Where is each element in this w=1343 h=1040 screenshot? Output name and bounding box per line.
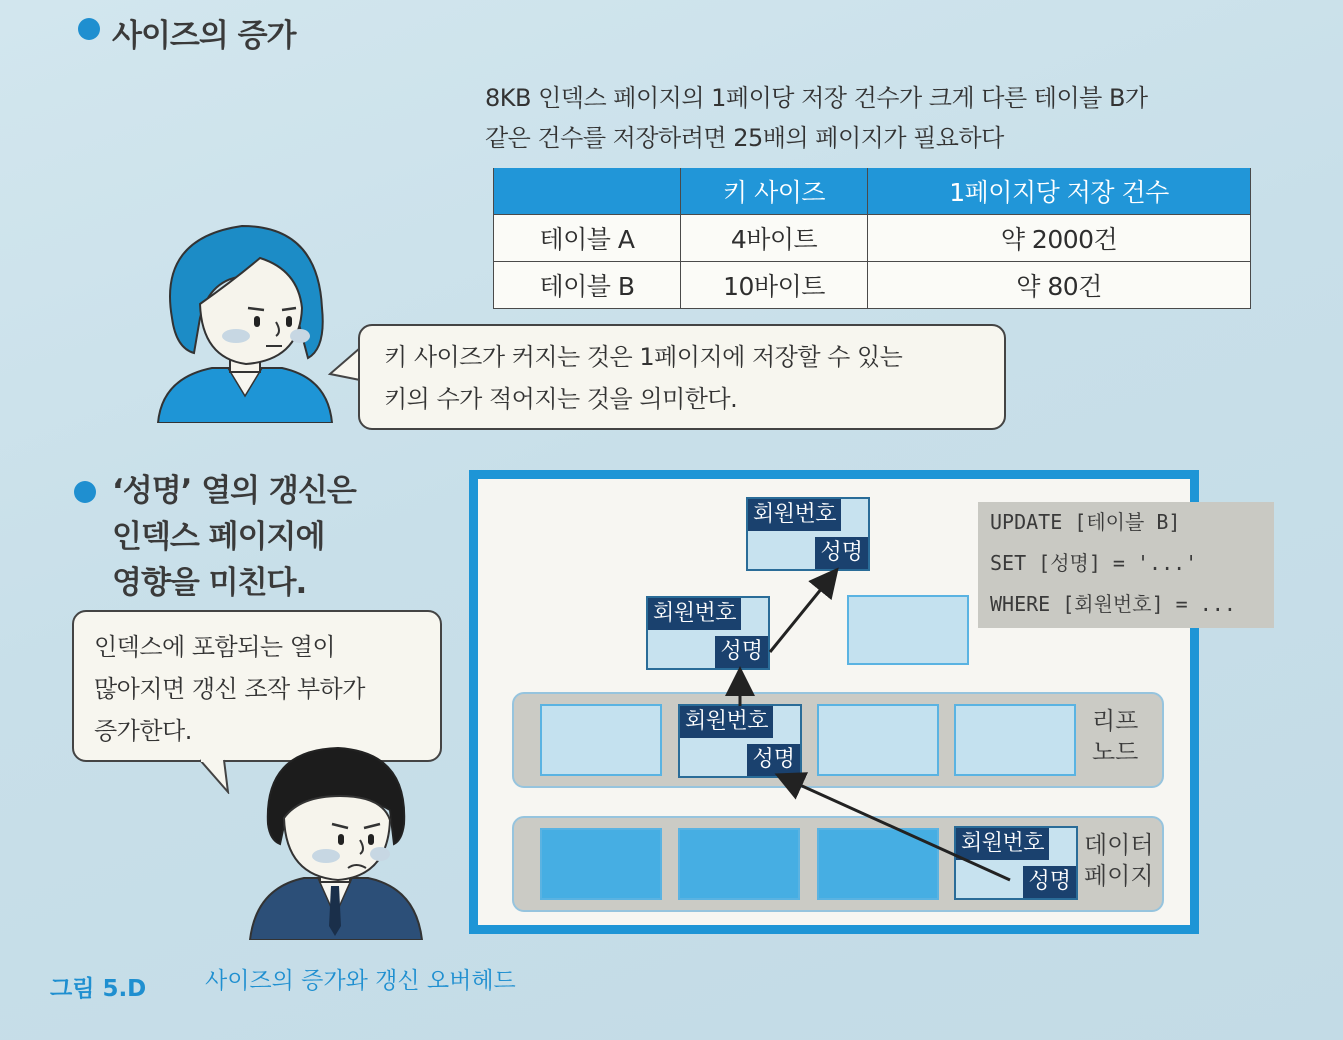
- sql-line-2: SET [성명] = '...': [990, 551, 1198, 575]
- data-page-label-line-2: 페이지: [1084, 862, 1154, 890]
- section2-title-line-1: ‘성명’ 열의 갱신은: [112, 473, 356, 509]
- section1-title: 사이즈의 증가: [112, 18, 296, 54]
- data-page-label-line-1: 데이터: [1084, 831, 1154, 859]
- branch-key-name: 성명: [715, 636, 768, 668]
- table-cell: 10바이트: [681, 262, 868, 309]
- arrow-data-to-leaf: [780, 776, 1010, 880]
- branch-key-member-id: 회원번호: [648, 598, 741, 630]
- bubble-2-line-1: 인덱스에 포함되는 열이: [94, 633, 336, 661]
- root-key-name: 성명: [815, 537, 868, 569]
- table-cell: 약 2000건: [868, 215, 1251, 262]
- root-key-member-id: 회원번호: [748, 499, 841, 531]
- leaf-node-label-line-2: 노드: [1092, 738, 1139, 766]
- table-cell: 테이블 B: [494, 262, 681, 309]
- bubble-1-line-2: 키의 수가 적어지는 것을 의미한다.: [384, 385, 738, 413]
- intro-line-1: 8KB 인덱스 페이지의 1페이당 저장 건수가 크게 다른 테이블 B가: [485, 84, 1148, 112]
- figure-caption: 사이즈의 증가와 갱신 오버헤드: [205, 968, 516, 994]
- intro-line-2: 같은 건수를 저장하려면 25배의 페이지가 필요하다: [485, 124, 1004, 152]
- section2-title-line-3: 영향을 미친다.: [112, 565, 307, 601]
- table-cell: 테이블 A: [494, 215, 681, 262]
- table-header-records-per-page: 1페이지당 저장 건수: [868, 168, 1251, 215]
- sql-line-3: WHERE [회원번호] = ...: [990, 592, 1236, 616]
- data-key-name: 성명: [1023, 866, 1076, 898]
- table-cell: 약 80건: [868, 262, 1251, 309]
- table-cell: 4바이트: [681, 215, 868, 262]
- leaf-node-label-line-1: 리프: [1092, 707, 1139, 735]
- bubble-2-line-3: 증가한다.: [94, 717, 192, 745]
- leaf-key-member-id: 회원번호: [680, 706, 773, 738]
- data-key-member-id: 회원번호: [956, 828, 1049, 860]
- table-header-key-size: 키 사이즈: [681, 168, 868, 215]
- section2-title-line-2: 인덱스 페이지에: [112, 519, 325, 555]
- bubble-2-line-2: 많아지면 갱신 조작 부하가: [94, 675, 365, 703]
- sql-line-1: UPDATE [테이블 B]: [990, 510, 1181, 534]
- leaf-key-name: 성명: [747, 744, 800, 776]
- bubble-1-line-1: 키 사이즈가 커지는 것은 1페이지에 저장할 수 있는: [384, 343, 903, 371]
- arrow-branch-to-root: [770, 572, 835, 652]
- figure-number: 그림 5.D: [50, 976, 147, 1002]
